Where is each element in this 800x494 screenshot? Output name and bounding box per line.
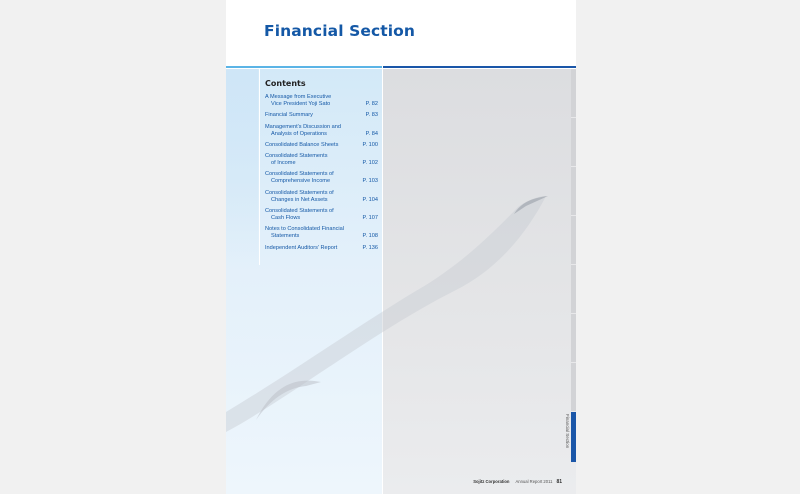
section-tab-3[interactable] xyxy=(571,167,576,216)
report-page xyxy=(226,0,576,494)
toc-line: Consolidated Statements of xyxy=(265,171,334,178)
toc-line: Changes in Net Assets xyxy=(271,196,328,203)
toc-item[interactable] xyxy=(265,190,378,204)
section-tabs xyxy=(571,69,576,494)
toc-line: Consolidated Statements of xyxy=(265,189,334,196)
toc-line: Analysis of Operations xyxy=(271,130,327,137)
toc-line: Management's Discussion and xyxy=(265,123,342,130)
section-tab-financial-active[interactable] xyxy=(571,412,576,463)
toc-item[interactable] xyxy=(265,112,378,119)
toc-line: A Message from Executive xyxy=(265,94,332,100)
toc-item[interactable] xyxy=(265,226,378,240)
section-tab-1[interactable] xyxy=(571,69,576,118)
section-tab-7[interactable] xyxy=(571,363,576,412)
section-tab-2[interactable] xyxy=(571,118,576,167)
toc-line: Notes to Consolidated Financial xyxy=(265,226,344,233)
contents-heading: Contents xyxy=(265,79,306,88)
toc-page: P. 100 xyxy=(362,141,378,148)
side-section-label: Financial Section xyxy=(565,414,570,449)
toc-item[interactable] xyxy=(265,94,378,108)
contents-box xyxy=(259,69,381,265)
toc-line: Financial Summary xyxy=(265,112,313,119)
toc-item[interactable] xyxy=(265,124,378,138)
toc-page: P. 136 xyxy=(362,244,378,251)
toc-line: of Income xyxy=(271,160,296,167)
toc-line: Vice President Yoji Sato xyxy=(271,101,331,107)
footer-report: Annual Report 2011 xyxy=(515,479,553,484)
footer-company: Sojitz Corporation xyxy=(473,479,510,484)
section-tab-6[interactable] xyxy=(571,314,576,363)
toc-line: Statements xyxy=(271,233,300,240)
toc-line: Independent Auditors' Report xyxy=(265,244,338,251)
footer-page-number: 81 xyxy=(556,479,562,485)
toc-item[interactable] xyxy=(265,142,378,149)
toc-page: P. 107 xyxy=(362,215,378,222)
toc-item[interactable] xyxy=(265,153,378,167)
toc-page: P. 102 xyxy=(362,160,378,167)
section-tab-5[interactable] xyxy=(571,265,576,314)
toc-item[interactable] xyxy=(265,171,378,185)
toc-page: P. 104 xyxy=(362,196,378,203)
page-footer xyxy=(473,479,562,485)
toc-page: P. 84 xyxy=(365,130,378,137)
toc-line: Consolidated Statements xyxy=(265,153,328,160)
toc-line: Consolidated Statements of xyxy=(265,208,334,215)
toc-page: P. 82 xyxy=(365,101,378,107)
toc-page: P. 108 xyxy=(362,233,378,240)
table-of-contents xyxy=(265,94,378,256)
toc-page: P. 83 xyxy=(365,112,378,119)
toc-item[interactable] xyxy=(265,245,378,252)
toc-page: P. 103 xyxy=(362,178,378,185)
section-tab-4[interactable] xyxy=(571,216,576,265)
toc-line: Cash Flows xyxy=(271,215,301,222)
page-title: Financial Section xyxy=(264,22,416,40)
toc-line: Comprehensive Income xyxy=(271,178,331,185)
toc-line: Consolidated Balance Sheets xyxy=(265,141,339,148)
toc-item[interactable] xyxy=(265,208,378,222)
